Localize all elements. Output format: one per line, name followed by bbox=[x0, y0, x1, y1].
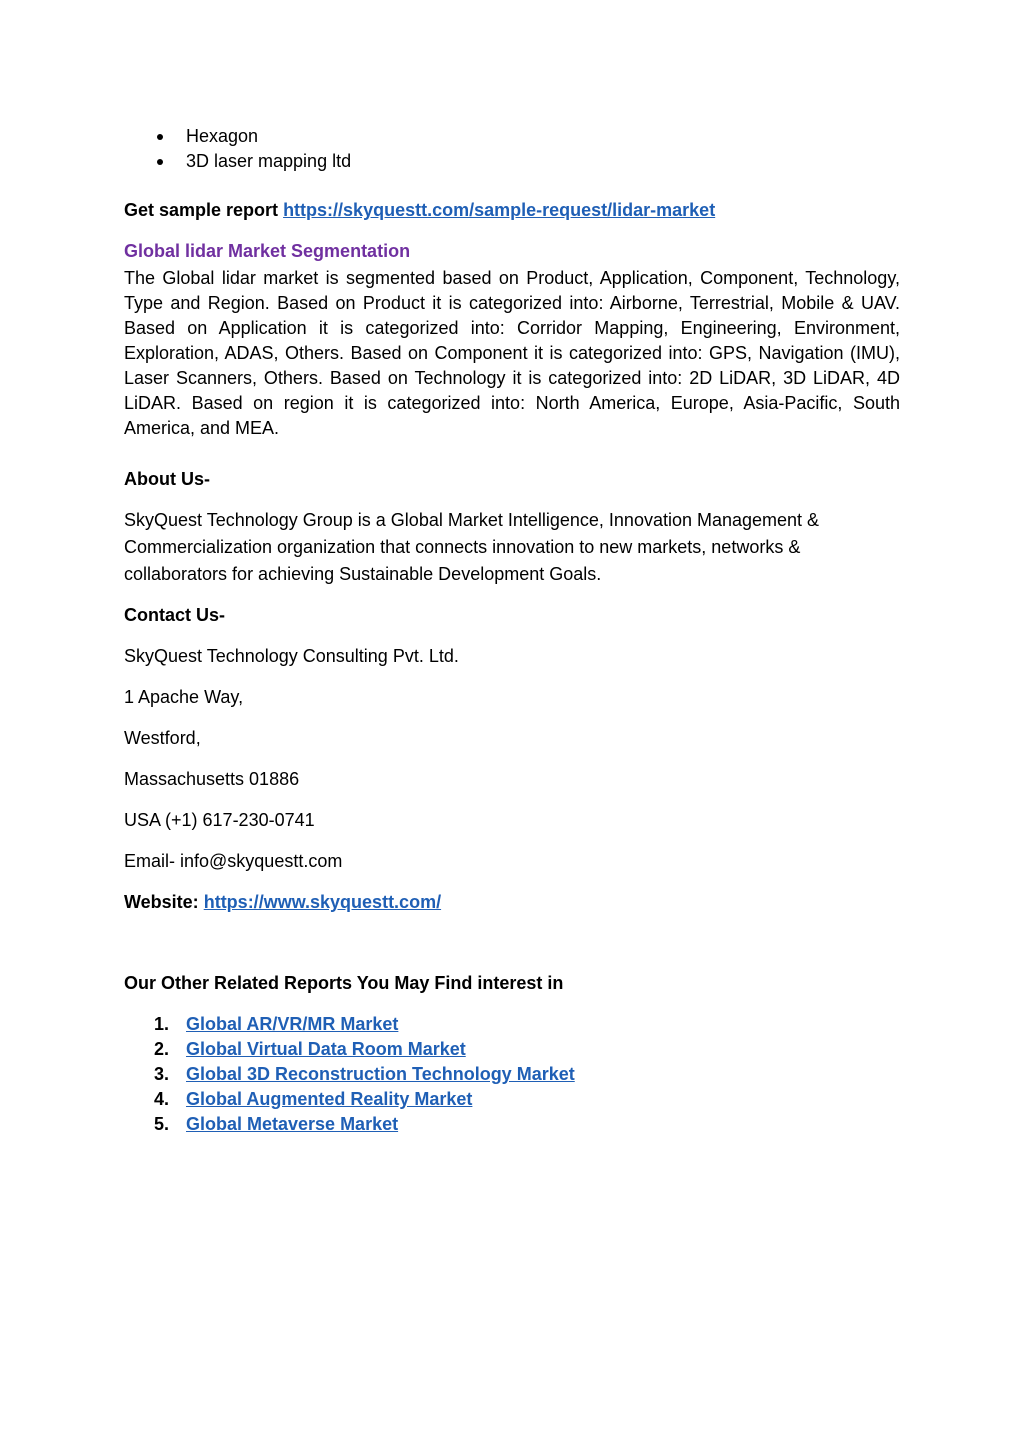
website-label: Website: bbox=[124, 892, 199, 912]
sample-report-label: Get sample report bbox=[124, 200, 279, 220]
contact-email: Email- info@skyquestt.com bbox=[124, 851, 343, 871]
contact-phone: USA (+1) 617-230-0741 bbox=[124, 810, 315, 830]
list-number: 4. bbox=[154, 1089, 170, 1109]
list-item: Hexagon bbox=[124, 124, 351, 149]
list-item bbox=[124, 1037, 575, 1062]
website-link[interactable]: https://www.skyquestt.com/ bbox=[203, 892, 442, 912]
contact-state: Massachusetts 01886 bbox=[124, 769, 300, 789]
related-report-link[interactable]: Global AR/VR/MR Market bbox=[186, 1014, 399, 1034]
competitor-list bbox=[124, 124, 351, 174]
related-report-link[interactable]: Global 3D Reconstruction Technology Market bbox=[186, 1064, 575, 1084]
list-number: 2. bbox=[154, 1039, 170, 1059]
list-item: 3D laser mapping ltd bbox=[124, 149, 351, 174]
list-number: 5. bbox=[154, 1114, 170, 1134]
website-line bbox=[124, 890, 900, 915]
list-item bbox=[124, 1087, 575, 1112]
about-heading: About Us- bbox=[124, 469, 210, 489]
contact-heading: Contact Us- bbox=[124, 605, 226, 625]
contact-city: Westford, bbox=[124, 728, 201, 748]
contact-address: 1 Apache Way, bbox=[124, 687, 244, 707]
related-heading: Our Other Related Reports You May Find interest in bbox=[124, 973, 564, 993]
segmentation-paragraph: The Global lidar market is segmented based on Product, Application, Component, Technology, Type and Region. Based on Product it is categorized into: Airborne, Terrestrial, Mobile & UAV. Based on Application it is categorized into: Corridor Mapping, Engineering, Environment, Exploration, ADAS, Others. Based on Component it is categorized into: GPS, Navigation (IMU), Laser Scanners, Others. Based on Technology it is categorized into: 2D LiDAR, 3D LiDAR, 4D LiDAR. Based on region it is categorized into: North America, Europe, Asia-Pacific, South America, and MEA. bbox=[124, 268, 900, 438]
list-item bbox=[124, 1012, 575, 1037]
sample-report-link[interactable]: https://skyquestt.com/sample-request/lidar-market bbox=[283, 200, 716, 220]
list-number: 3. bbox=[154, 1064, 170, 1084]
segmentation-heading: Global lidar Market Segmentation bbox=[124, 241, 411, 261]
list-number: 1. bbox=[154, 1014, 170, 1034]
about-paragraph: SkyQuest Technology Group is a Global Market Intelligence, Innovation Management & Commercialization organization that connects innovation to new markets, networks & collaborators for achieving Sustainable Development Goals. bbox=[124, 510, 820, 584]
contact-company: SkyQuest Technology Consulting Pvt. Ltd. bbox=[124, 646, 459, 666]
list-item bbox=[124, 1062, 575, 1087]
related-reports-list bbox=[124, 1012, 575, 1137]
related-report-link[interactable]: Global Virtual Data Room Market bbox=[186, 1039, 466, 1059]
sample-report-line bbox=[124, 198, 900, 223]
related-report-link[interactable]: Global Metaverse Market bbox=[186, 1114, 399, 1134]
list-item bbox=[124, 1112, 575, 1137]
related-report-link[interactable]: Global Augmented Reality Market bbox=[186, 1089, 473, 1109]
